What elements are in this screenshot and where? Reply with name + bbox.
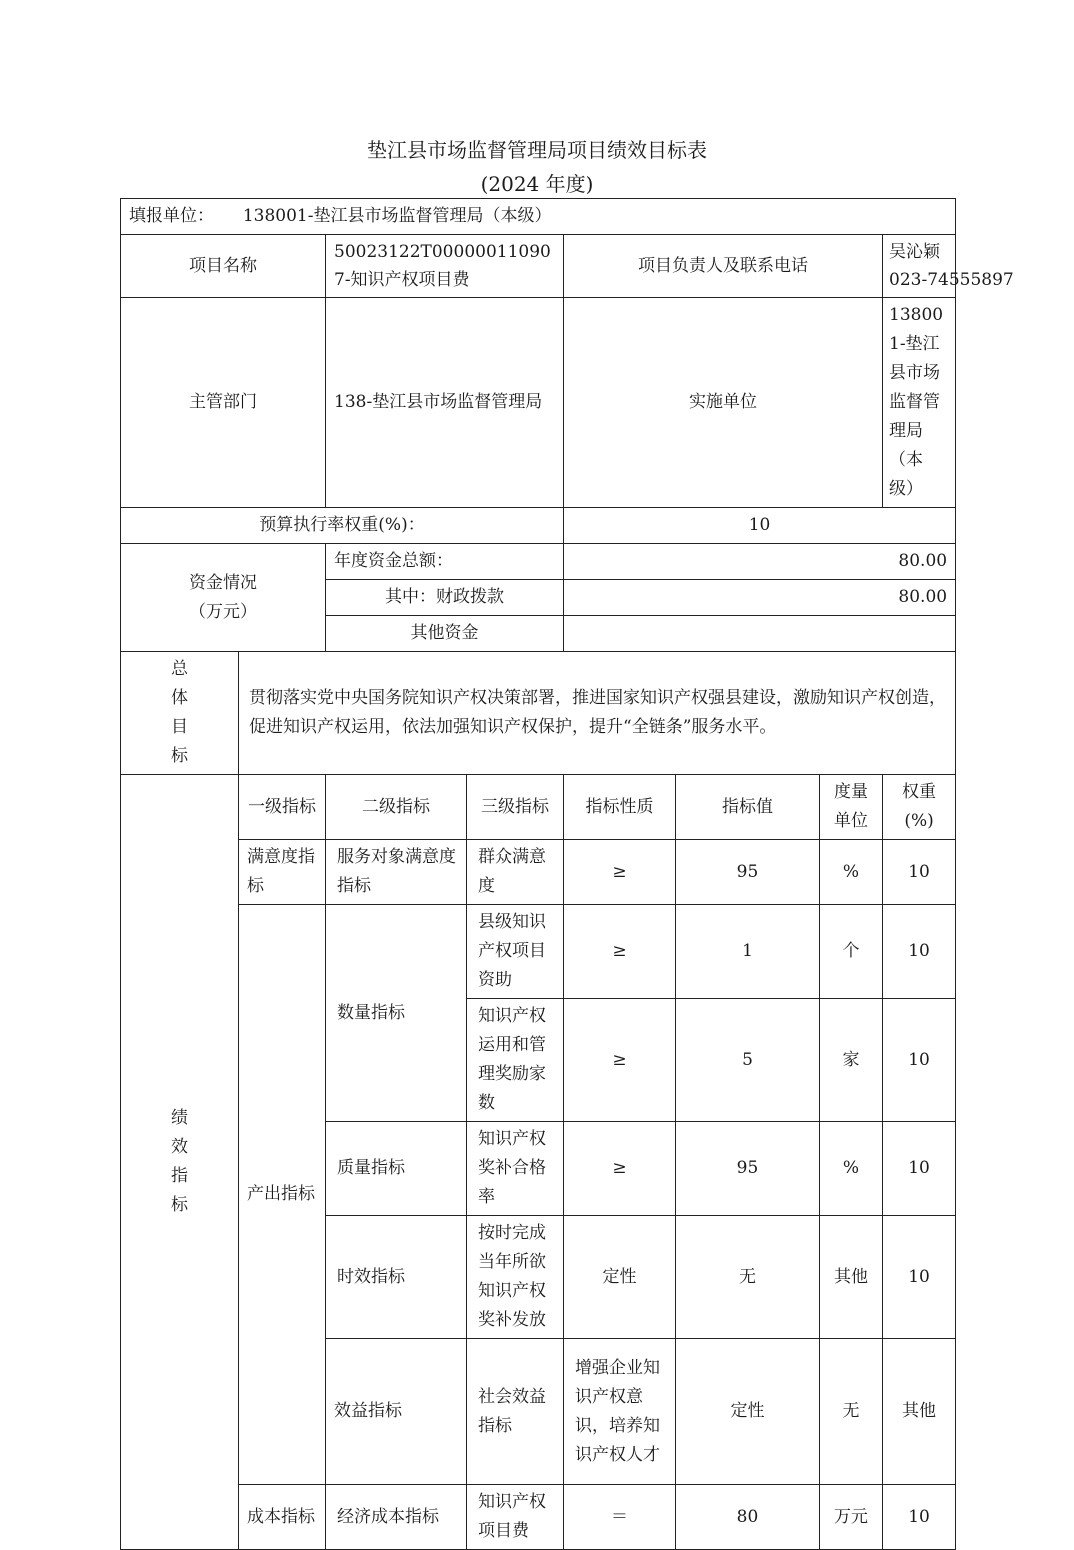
quantity-level2: 数量指标 xyxy=(326,905,467,1122)
benefit-value: 无 xyxy=(820,1339,883,1485)
page-subtitle: (2024 年度) xyxy=(480,172,594,196)
q2-unit: 家 xyxy=(820,999,883,1122)
satisfaction-level1: 满意度指标 xyxy=(239,840,326,905)
q1-nature: ≥ xyxy=(564,905,676,999)
performance-table xyxy=(120,198,1014,1550)
cost-level2: 经济成本指标 xyxy=(326,1485,467,1550)
goal-label-char: 体 xyxy=(171,688,188,708)
perf-label-char: 绩 xyxy=(171,1108,188,1128)
goal-label xyxy=(121,652,239,775)
output-level1: 产出指标 xyxy=(239,905,326,1485)
funds-fiscal-value: 80.00 xyxy=(564,580,956,616)
cost-nature: ＝ xyxy=(564,1485,676,1550)
perf-label-char: 效 xyxy=(171,1137,188,1157)
satisfaction-level3: 群众满意度 xyxy=(467,840,564,905)
table-row xyxy=(121,1485,956,1550)
funds-label-line1: 资金情况 xyxy=(189,572,257,593)
quality-unit: % xyxy=(820,1122,883,1216)
dept-value: 138-垫江县市场监督管理局 xyxy=(326,298,564,508)
cost-weight: 10 xyxy=(883,1485,956,1550)
table-row xyxy=(121,905,956,999)
benefit-unit: 其他 xyxy=(883,1339,956,1485)
funds-label xyxy=(121,544,326,652)
goal-label-char: 总 xyxy=(171,659,188,679)
q1-value: 1 xyxy=(676,905,820,999)
header-nature: 指标性质 xyxy=(564,775,676,840)
satisfaction-unit: % xyxy=(820,840,883,905)
q2-value: 5 xyxy=(676,999,820,1122)
satisfaction-weight: 10 xyxy=(883,840,956,905)
timeliness-value: 无 xyxy=(676,1216,820,1339)
benefit-nature: 定性 xyxy=(676,1339,820,1485)
cost-level3: 知识产权项目费 xyxy=(467,1485,564,1550)
goal-row xyxy=(121,652,956,775)
timeliness-unit: 其他 xyxy=(820,1216,883,1339)
contact-name: 吴沁颖 xyxy=(889,242,940,262)
cost-level1: 成本指标 xyxy=(239,1485,326,1550)
funds-total-row xyxy=(121,544,956,580)
funds-other-label: 其他资金 xyxy=(326,616,564,652)
dept-row xyxy=(121,298,956,508)
fill-unit-value: 138001-垫江县市场监督管理局（本级） xyxy=(242,206,552,226)
quality-level2: 质量指标 xyxy=(326,1122,467,1216)
funds-label-line2: （万元） xyxy=(189,601,257,622)
perf-label-char: 指 xyxy=(171,1166,188,1186)
impl-value: 138001-垫江县市场监督管理局（本级） xyxy=(883,298,956,508)
contact-phone: 023-74555897 xyxy=(889,270,1014,290)
dept-label: 主管部门 xyxy=(121,298,326,508)
quality-level3: 知识产权奖补合格率 xyxy=(467,1122,564,1216)
impl-label: 实施单位 xyxy=(564,298,883,508)
budget-weight-row xyxy=(121,508,956,544)
q1-unit: 个 xyxy=(820,905,883,999)
table-row xyxy=(121,840,956,905)
timeliness-level2: 时效指标 xyxy=(326,1216,467,1339)
contact-label: 项目负责人及联系电话 xyxy=(564,235,883,298)
timeliness-level3: 按时完成当年所欲知识产权奖补发放 xyxy=(467,1216,564,1339)
indicator-header-row xyxy=(121,775,956,840)
project-name-row xyxy=(121,235,956,298)
q2-level3: 知识产权运用和管理奖励家数 xyxy=(467,999,564,1122)
goal-label-char: 标 xyxy=(171,746,188,766)
satisfaction-level2: 服务对象满意度指标 xyxy=(326,840,467,905)
project-name-value: 50023122T000000110907-知识产权项目费 xyxy=(326,235,564,298)
cost-value: 80 xyxy=(676,1485,820,1550)
quality-nature: ≥ xyxy=(564,1122,676,1216)
quality-weight: 10 xyxy=(883,1122,956,1216)
q1-weight: 10 xyxy=(883,905,956,999)
cost-unit: 万元 xyxy=(820,1485,883,1550)
header-level1: 一级指标 xyxy=(239,775,326,840)
project-name-label: 项目名称 xyxy=(121,235,326,298)
benefit-level1: 效益指标 xyxy=(326,1339,467,1485)
satisfaction-value: 95 xyxy=(676,840,820,905)
header-level2: 二级指标 xyxy=(326,775,467,840)
budget-weight-label: 预算执行率权重(%)： xyxy=(121,508,564,544)
goal-text: 贯彻落实党中央国务院知识产权决策部署，推进国家知识产权强县建设，激励知识产权创造，促进知识产权运用，依法加强知识产权保护，提升“全链条”服务水平。 xyxy=(239,652,956,775)
perf-label-char: 标 xyxy=(171,1195,188,1215)
satisfaction-nature: ≥ xyxy=(564,840,676,905)
q2-weight: 10 xyxy=(883,999,956,1122)
fill-unit-row xyxy=(121,199,956,235)
q1-level3: 县级知识产权项目资助 xyxy=(467,905,564,999)
budget-weight-value: 10 xyxy=(564,508,956,544)
funds-total-label: 年度资金总额： xyxy=(326,544,564,580)
perf-label xyxy=(121,775,239,1550)
funds-total-value: 80.00 xyxy=(564,544,956,580)
fill-unit-label: 填报单位： xyxy=(129,206,214,226)
benefit-level3: 增强企业知识产权意识，培养知识产权人才 xyxy=(564,1339,676,1485)
timeliness-weight: 10 xyxy=(883,1216,956,1339)
funds-other-value xyxy=(564,616,956,652)
q2-nature: ≥ xyxy=(564,999,676,1122)
header-value: 指标值 xyxy=(676,775,820,840)
header-unit: 度量单位 xyxy=(820,775,883,840)
page-title: 垫江县市场监督管理局项目绩效目标表 xyxy=(367,138,707,162)
header-level3: 三级指标 xyxy=(467,775,564,840)
funds-fiscal-label: 其中：财政拨款 xyxy=(326,580,564,616)
goal-label-char: 目 xyxy=(171,717,188,737)
quality-value: 95 xyxy=(676,1122,820,1216)
timeliness-nature: 定性 xyxy=(564,1216,676,1339)
benefit-level2: 社会效益指标 xyxy=(467,1339,564,1485)
header-weight: 权重(%) xyxy=(883,775,956,840)
